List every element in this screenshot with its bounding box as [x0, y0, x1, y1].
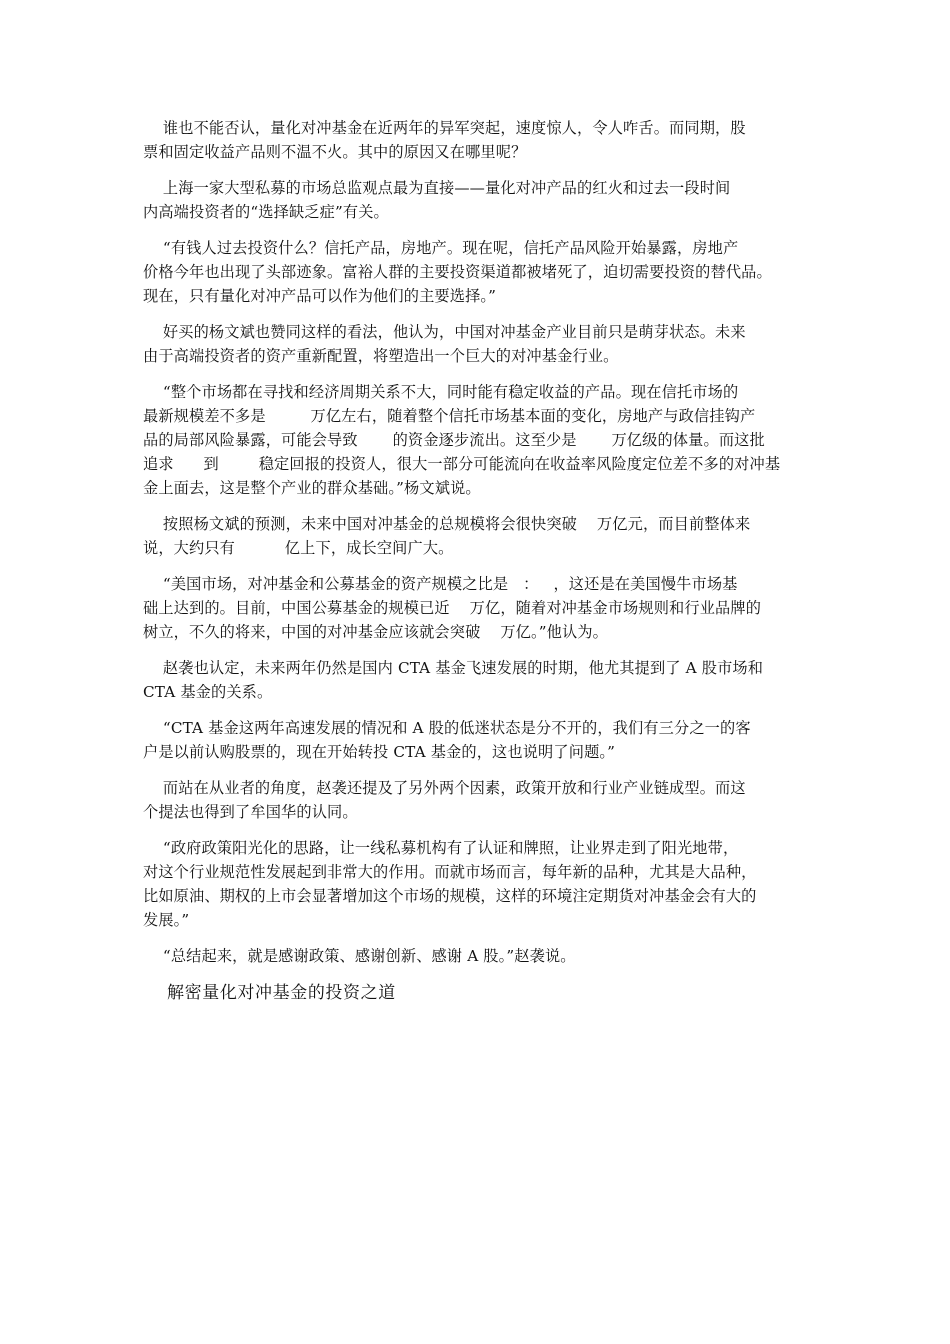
text-line: 现在，只有量化对冲产品可以作为他们的主要选择。”	[143, 287, 497, 305]
paragraph	[143, 176, 811, 224]
text-line: 由于高端投资者的资产重新配置，将塑造出一个巨大的对冲基金行业。	[143, 347, 619, 365]
text-line: “总结起来，就是感谢政策、感谢创新、感谢 A 股。”赵袭说。	[143, 947, 576, 965]
paragraph	[143, 512, 811, 560]
text-line: 说，大约只有 亿上下，成长空间广大。	[143, 539, 454, 557]
paragraph	[143, 116, 811, 164]
text-line: 最新规模差不多是 万亿左右，随着整个信托市场基本面的变化，房地产与政信挂钩产	[143, 407, 756, 425]
text-line: 上海一家大型私募的市场总监观点最为直接——量化对冲产品的红火和过去一段时间	[143, 179, 731, 197]
paragraph	[143, 380, 811, 500]
document-body	[143, 116, 811, 1006]
text-line: 户是以前认购股票的，现在开始转投 CTA 基金的，这也说明了问题。”	[143, 743, 616, 761]
text-line: 个提法也得到了牟国华的认同。	[143, 803, 358, 821]
paragraph	[143, 572, 811, 644]
text-line: “美国市场，对冲基金和公募基金的资产规模之比是 ： ，这还是在美国慢牛市场基	[143, 575, 738, 593]
text-line: 追求 到 稳定回报的投资人，很大一部分可能流向在收益率风险度定位差不多的对冲基	[143, 455, 781, 473]
text-line: 对这个行业规范性发展起到非常大的作用。而就市场而言，每年新的品种，尤其是大品种，	[143, 863, 757, 881]
paragraph	[143, 656, 811, 704]
text-line: 金上面去，这是整个产业的群众基础。”杨文斌说。	[143, 479, 481, 497]
text-line: 赵袭也认定，未来两年仍然是国内 CTA 基金飞速发展的时期，他尤其提到了 A 股市场和	[143, 659, 764, 677]
text-line: 价格今年也出现了头部迹象。富裕人群的主要投资渠道都被堵死了，迫切需要投资的替代品。	[143, 263, 772, 281]
paragraph	[143, 716, 811, 764]
text-line: 发展。”	[143, 911, 190, 929]
text-line: 谁也不能否认，量化对冲基金在近两年的异军突起，速度惊人，令人咋舌。而同期，股	[143, 119, 746, 137]
text-line: 比如原油、期权的上市会显著增加这个市场的规模，这样的环境注定期货对冲基金会有大的	[143, 887, 757, 905]
text-line: “政府政策阳光化的思路，让一线私募机构有了认证和牌照，让业界走到了阳光地带，	[143, 839, 739, 857]
paragraph	[143, 836, 811, 932]
text-line: “整个市场都在寻找和经济周期关系不大，同时能有稳定收益的产品。现在信托市场的	[143, 383, 739, 401]
paragraph	[143, 320, 811, 368]
text-line: 而站在从业者的角度，赵袭还提及了另外两个因素，政策开放和行业产业链成型。而这	[143, 779, 746, 797]
paragraph	[143, 776, 811, 824]
paragraph	[143, 236, 811, 308]
text-line: CTA 基金的关系。	[143, 683, 273, 701]
text-line: “有钱人过去投资什么？信托产品，房地产。现在呢，信托产品风险开始暴露，房地产	[143, 239, 739, 257]
text-line: 树立，不久的将来，中国的对冲基金应该就会突破 万亿。”他认为。	[143, 623, 609, 641]
text-line: 内高端投资者的“选择缺乏症”有关。	[143, 203, 389, 221]
text-line: 础上达到的。目前，中国公募基金的规模已近 万亿，随着对冲基金市场规则和行业品牌的	[143, 599, 762, 617]
text-line: 好买的杨文斌也赞同这样的看法，他认为，中国对冲基金产业目前只是萌芽状态。未来	[143, 323, 746, 341]
text-line: 按照杨文斌的预测，未来中国对冲基金的总规模将会很快突破 万亿元，而目前整体来	[143, 515, 751, 533]
text-line: 品的局部风险暴露，可能会导致 的资金逐步流出。这至少是 万亿级的体量。而这批	[143, 431, 765, 449]
paragraph	[143, 944, 811, 968]
text-line: “CTA 基金这两年高速发展的情况和 A 股的低迷状态是分不开的，我们有三分之一的客	[143, 719, 751, 737]
section-heading: 解密量化对冲基金的投资之道	[143, 983, 396, 1003]
text-line: 票和固定收益产品则不温不火。其中的原因又在哪里呢？	[143, 143, 527, 161]
